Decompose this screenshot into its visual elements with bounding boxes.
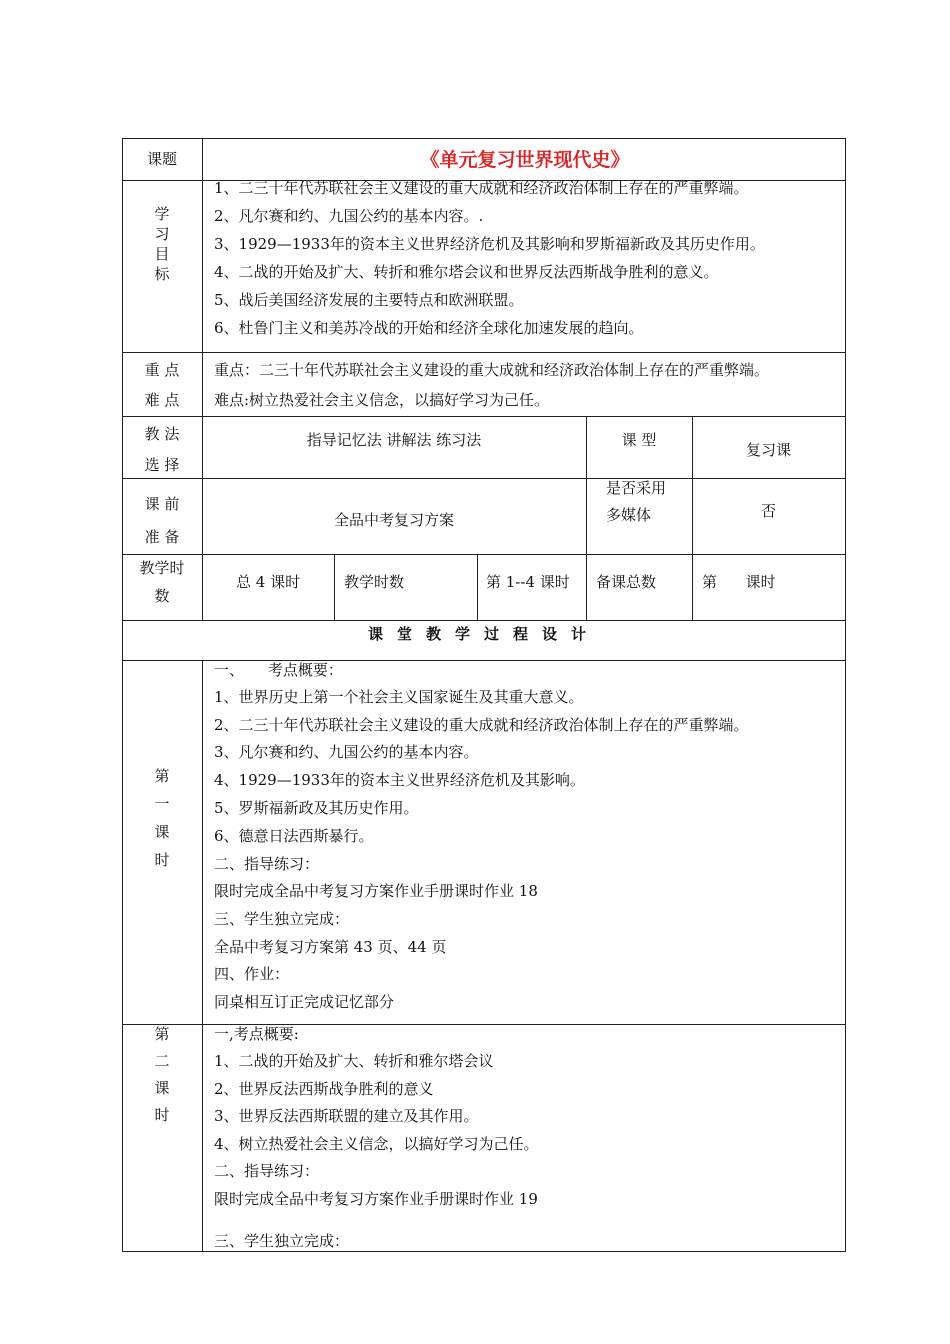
difficulty-label: 难 点: [144, 391, 180, 409]
prep-label: 课 前: [144, 495, 180, 513]
lesson1-line: 3、凡尔赛和约、九国公约的基本内容。: [214, 743, 479, 761]
lesson1-line: 全品中考复习方案第 43 页、44 页: [214, 938, 447, 956]
objective-item: 2、凡尔赛和约、九国公约的基本内容。.: [214, 207, 484, 225]
prep-count-value: 第 课时: [702, 573, 776, 591]
key-point-text: 重点：二三十年代苏联社会主义建设的重大成就和经济政治体制上存在的严重弊端。: [214, 361, 770, 379]
column-divider: [202, 138, 203, 620]
lesson2-line: 4、树立热爱社会主义信念，以搞好学习为己任。: [214, 1135, 539, 1153]
row-divider: [122, 620, 846, 621]
lesson1-line: 二、指导练习：: [214, 855, 320, 873]
lesson2-line: 限时完成全品中考复习方案作业手册课时作业 19: [214, 1190, 538, 1208]
method-label: 教 法: [144, 425, 180, 443]
lesson1-line: 三、学生独立完成：: [214, 910, 350, 928]
prep-value: 全品中考复习方案: [333, 511, 454, 529]
method-value: 指导记忆法 讲解法 练习法: [306, 431, 482, 449]
lesson2-line: 1、二战的开始及扩大、转折和雅尔塔会议: [214, 1052, 494, 1070]
lesson1-line: 一、 考点概要：: [214, 661, 343, 679]
lesson2-label: 第 二 课 时: [154, 1025, 170, 1124]
difficulty-text: 难点:树立热爱社会主义信念，以搞好学习为己任。: [214, 391, 550, 409]
lesson2-line: 2、世界反法西斯战争胜利的意义: [214, 1080, 434, 1098]
lesson-type-label: 课 型: [621, 431, 657, 449]
design-banner: 课堂教学过程设计: [367, 625, 600, 643]
table-border-right: [845, 138, 846, 1252]
objective-item: 3、1929—1933年的资本主义世界经济危机及其影响和罗斯福新政及其历史作用。: [214, 235, 765, 253]
hours-label-2: 数: [154, 587, 170, 605]
lesson1-line: 6、德意日法西斯暴行。: [214, 827, 374, 845]
objectives-label: 学 习 目 标: [154, 205, 170, 283]
method-label-2: 选 择: [144, 456, 180, 474]
column-divider: [202, 660, 203, 1252]
media-label-2: 多媒体: [606, 506, 652, 524]
row-divider: [122, 554, 846, 555]
lesson1-line: 2、二三十年代苏联社会主义建设的重大成就和经济政治体制上存在的严重弊端。: [214, 716, 749, 734]
row-divider: [122, 416, 846, 417]
topic-label: 课题: [146, 150, 177, 168]
lesson1-line: 限时完成全品中考复习方案作业手册课时作业 18: [214, 882, 538, 900]
media-label: 是否采用: [606, 479, 667, 497]
teaching-hours-value: 第 1--4 课时: [486, 573, 570, 591]
table-border-top: [122, 138, 846, 139]
total-hours: 总 4 课时: [236, 573, 301, 591]
lesson2-line: 3、世界反法西斯联盟的建立及其作用。: [214, 1107, 479, 1125]
lesson1-line: 四、作业：: [214, 965, 290, 983]
objective-item: 6、杜鲁门主义和美苏冷战的开始和经济全球化加速发展的趋向。: [214, 319, 644, 337]
column-divider: [477, 554, 478, 620]
page-title: 《单元复习世界现代史》: [420, 149, 630, 171]
lesson2-line: 二、指导练习：: [214, 1162, 320, 1180]
lesson-type-value: 复习课: [745, 441, 791, 459]
media-value: 否: [760, 502, 776, 520]
row-divider: [122, 352, 846, 353]
objective-item: 5、战后美国经济发展的主要特点和欧洲联盟。: [214, 291, 524, 309]
row-divider: [122, 478, 846, 479]
lesson1-label: 第 一 课 时: [154, 767, 170, 869]
column-divider: [334, 554, 335, 620]
keypoints-label: 重 点: [144, 361, 180, 379]
objective-item: 1、二三十年代苏联社会主义建设的重大成就和经济政治体制上存在的严重弊端。: [214, 179, 749, 197]
lesson1-line: 4、1929—1933年的资本主义世界经济危机及其影响。: [214, 771, 585, 789]
lesson1-line: 1、世界历史上第一个社会主义国家诞生及其重大意义。: [214, 688, 584, 706]
objective-item: 4、二战的开始及扩大、转折和雅尔塔会议和世界反法西斯战争胜利的意义。: [214, 263, 719, 281]
table-border-bottom: [122, 1251, 846, 1252]
lesson1-line: 5、罗斯福新政及其历史作用。: [214, 799, 419, 817]
prep-count-label: 备课总数: [596, 573, 657, 591]
lesson2-line: 三、学生独立完成：: [214, 1232, 350, 1250]
lesson2-line: 一,考点概要:: [214, 1025, 299, 1043]
prep-label-2: 准 备: [144, 528, 180, 546]
teaching-hours-label: 教学时数: [344, 573, 405, 591]
lesson-plan-table: [122, 138, 846, 1252]
hours-label: 教学时: [139, 559, 185, 577]
lesson1-line: 同桌相互订正完成记忆部分: [214, 993, 395, 1011]
